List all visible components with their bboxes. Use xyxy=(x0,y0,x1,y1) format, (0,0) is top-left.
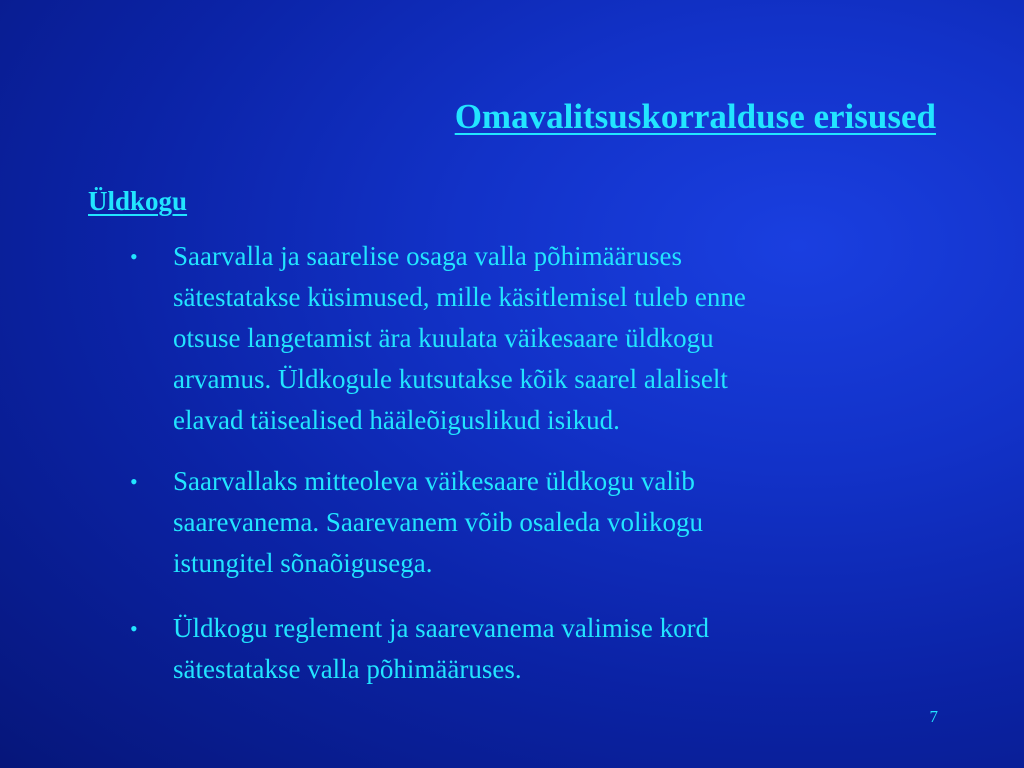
bullet-icon: • xyxy=(130,469,138,494)
bullet-line: sätestatakse küsimused, mille käsitlemisel tuleb enne xyxy=(173,282,746,312)
bullet-line: sätestatakse valla põhimääruses. xyxy=(173,654,522,684)
bullet-line: Üldkogu reglement ja saarevanema valimise kord xyxy=(173,613,710,643)
bullet-item-2 xyxy=(0,461,913,584)
bullet-line: arvamus. Üldkogule kutsutakse kõik saarel alaliselt xyxy=(173,364,728,394)
bullet-icon: • xyxy=(130,244,138,269)
bullet-list xyxy=(0,236,1024,690)
bullet-item-1 xyxy=(0,236,913,441)
bullet-line: Saarvalla ja saarelise osaga valla põhimääruses xyxy=(173,241,683,271)
bullet-line: saarevanema. Saarevanem võib osaleda volikogu xyxy=(173,507,704,537)
slide-title: Omavalitsuskorralduse erisused xyxy=(454,97,936,136)
bullet-line: Saarvallaks mitteoleva väikesaare üldkogu valib xyxy=(173,466,695,496)
section-heading: Üldkogu xyxy=(88,186,188,216)
bullet-icon: • xyxy=(130,616,138,641)
page-number: 7 xyxy=(929,707,938,726)
bullet-item-3 xyxy=(0,608,913,690)
bullet-line: istungitel sõnaõigusega. xyxy=(173,548,433,578)
bullet-line: elavad täisealised hääleõiguslikud isikud. xyxy=(173,405,620,435)
bullet-line: otsuse langetamist ära kuulata väikesaare üldkogu xyxy=(173,323,714,353)
